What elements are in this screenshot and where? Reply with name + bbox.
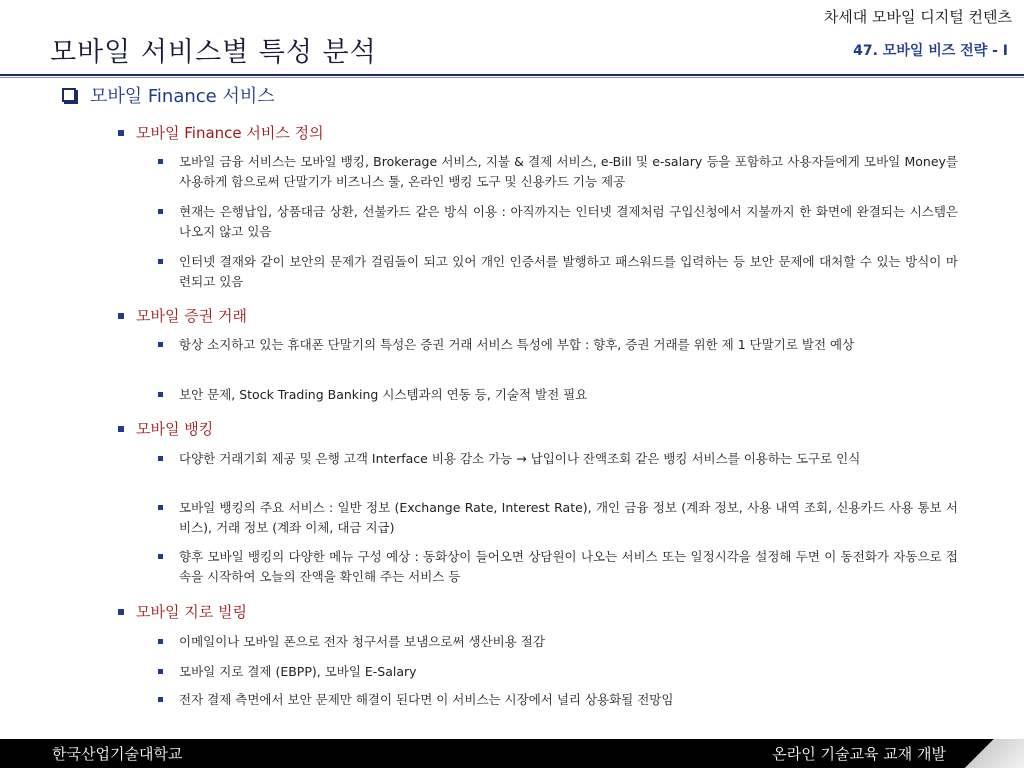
square-bullet-icon xyxy=(158,456,163,461)
square-bullet-icon xyxy=(158,209,163,214)
header-divider-thin xyxy=(0,77,1024,78)
section-heading: 모바일 Finance 서비스 정의 xyxy=(118,122,324,143)
section-heading: 모바일 뱅킹 xyxy=(118,418,213,439)
list-item: 모바일 지로 결제 (EBPP), 모바일 E-Salary xyxy=(158,662,958,682)
square-bullet-icon xyxy=(158,505,163,510)
square-bullet-icon xyxy=(118,313,124,319)
section-heading: 모바일 증권 거래 xyxy=(118,305,247,326)
square-bullet-icon xyxy=(158,669,163,674)
square-bullet-icon xyxy=(158,639,163,644)
list-item: 모바일 금융 서비스는 모바일 뱅킹, Brokerage 서비스, 지불 & 결제 서비스, e-Bill 및 e-salary 등을 포함하고 사용자들에게 모바일 Money를 사용하게 함으로써 단말기가 비즈니스 툴, 온라인 뱅킹 도구 및 신용카드 기능 제공 xyxy=(158,152,958,192)
list-item: 항상 소지하고 있는 휴대폰 단말기의 특성은 증권 거래 서비스 특성에 부합 : 향후, 증권 거래를 위한 제 1 단말기로 발전 예상 xyxy=(158,335,958,355)
header-divider xyxy=(0,74,1024,76)
square-bullet-icon xyxy=(158,159,163,164)
checkbox-bullet-icon xyxy=(62,88,76,102)
square-bullet-icon xyxy=(158,554,163,559)
list-item: 현재는 은행납입, 상품대금 상환, 선불카드 같은 방식 이용 : 아직까지는 인터넷 결제처럼 구입신청에서 지불까지 한 화면에 완결되는 시스템은 나오지 않고 있음 xyxy=(158,202,958,242)
slide-header xyxy=(0,0,1024,80)
list-item: 전자 결제 측면에서 보안 문제만 해결이 된다면 이 서비스는 시장에서 널리 상용화될 전망임 xyxy=(158,690,958,710)
main-heading-text: 모바일 Finance 서비스 xyxy=(90,86,275,107)
slide-footer xyxy=(0,739,1024,768)
main-heading xyxy=(62,82,275,108)
list-item: 다양한 거래기회 제공 및 은행 고객 Interface 비용 감소 가능 → 납입이나 잔액조회 같은 뱅킹 서비스를 이용하는 도구로 인식 xyxy=(158,449,958,469)
square-bullet-icon xyxy=(118,426,124,432)
square-bullet-icon xyxy=(158,259,163,264)
list-item: 인터넷 결재와 같이 보안의 문제가 걸림돌이 되고 있어 개인 인증서를 발행하고 패스워드를 입력하는 등 보안 문제에 대처할 수 있는 방식이 마련되고 있음 xyxy=(158,252,958,292)
footer-decoration xyxy=(954,739,1024,768)
square-bullet-icon xyxy=(158,697,163,702)
square-bullet-icon xyxy=(158,342,163,347)
list-item: 보안 문제, Stock Trading Banking 시스템과의 연동 등, 기술적 발전 필요 xyxy=(158,385,958,405)
list-item: 모바일 뱅킹의 주요 서비스 : 일반 정보 (Exchange Rate, Interest Rate), 개인 금융 정보 (계좌 정보, 사용 내역 조회, 신용카드 사용 통보 서비스), 거래 정보 (계좌 이체, 대금 지급) xyxy=(158,498,958,538)
section-heading: 모바일 지로 빌링 xyxy=(118,601,247,622)
square-bullet-icon xyxy=(118,130,124,136)
list-item: 향후 모바일 뱅킹의 다양한 메뉴 구성 예상 : 동화상이 들어오면 상담원이 나오는 서비스 또는 일정시각을 설정해 두면 이 동전화가 자동으로 접속을 시작하여 오늘의 잔액을 확인해 주는 서비스 등 xyxy=(158,547,958,587)
list-item: 이메일이나 모바일 폰으로 전자 청구서를 보냄으로써 생산비용 절감 xyxy=(158,632,958,652)
page-title: 모바일 서비스별 특성 분석 xyxy=(50,37,377,68)
square-bullet-icon xyxy=(158,392,163,397)
footer-institution: 한국산업기술대학교 xyxy=(52,745,183,763)
square-bullet-icon xyxy=(118,609,124,615)
series-title: 차세대 모바일 디지털 컨텐츠 xyxy=(823,8,1012,26)
footer-course: 온라인 기술교육 교재 개발 xyxy=(772,745,946,763)
chapter-label: 47. 모바일 비즈 전략 - I xyxy=(853,43,1008,59)
